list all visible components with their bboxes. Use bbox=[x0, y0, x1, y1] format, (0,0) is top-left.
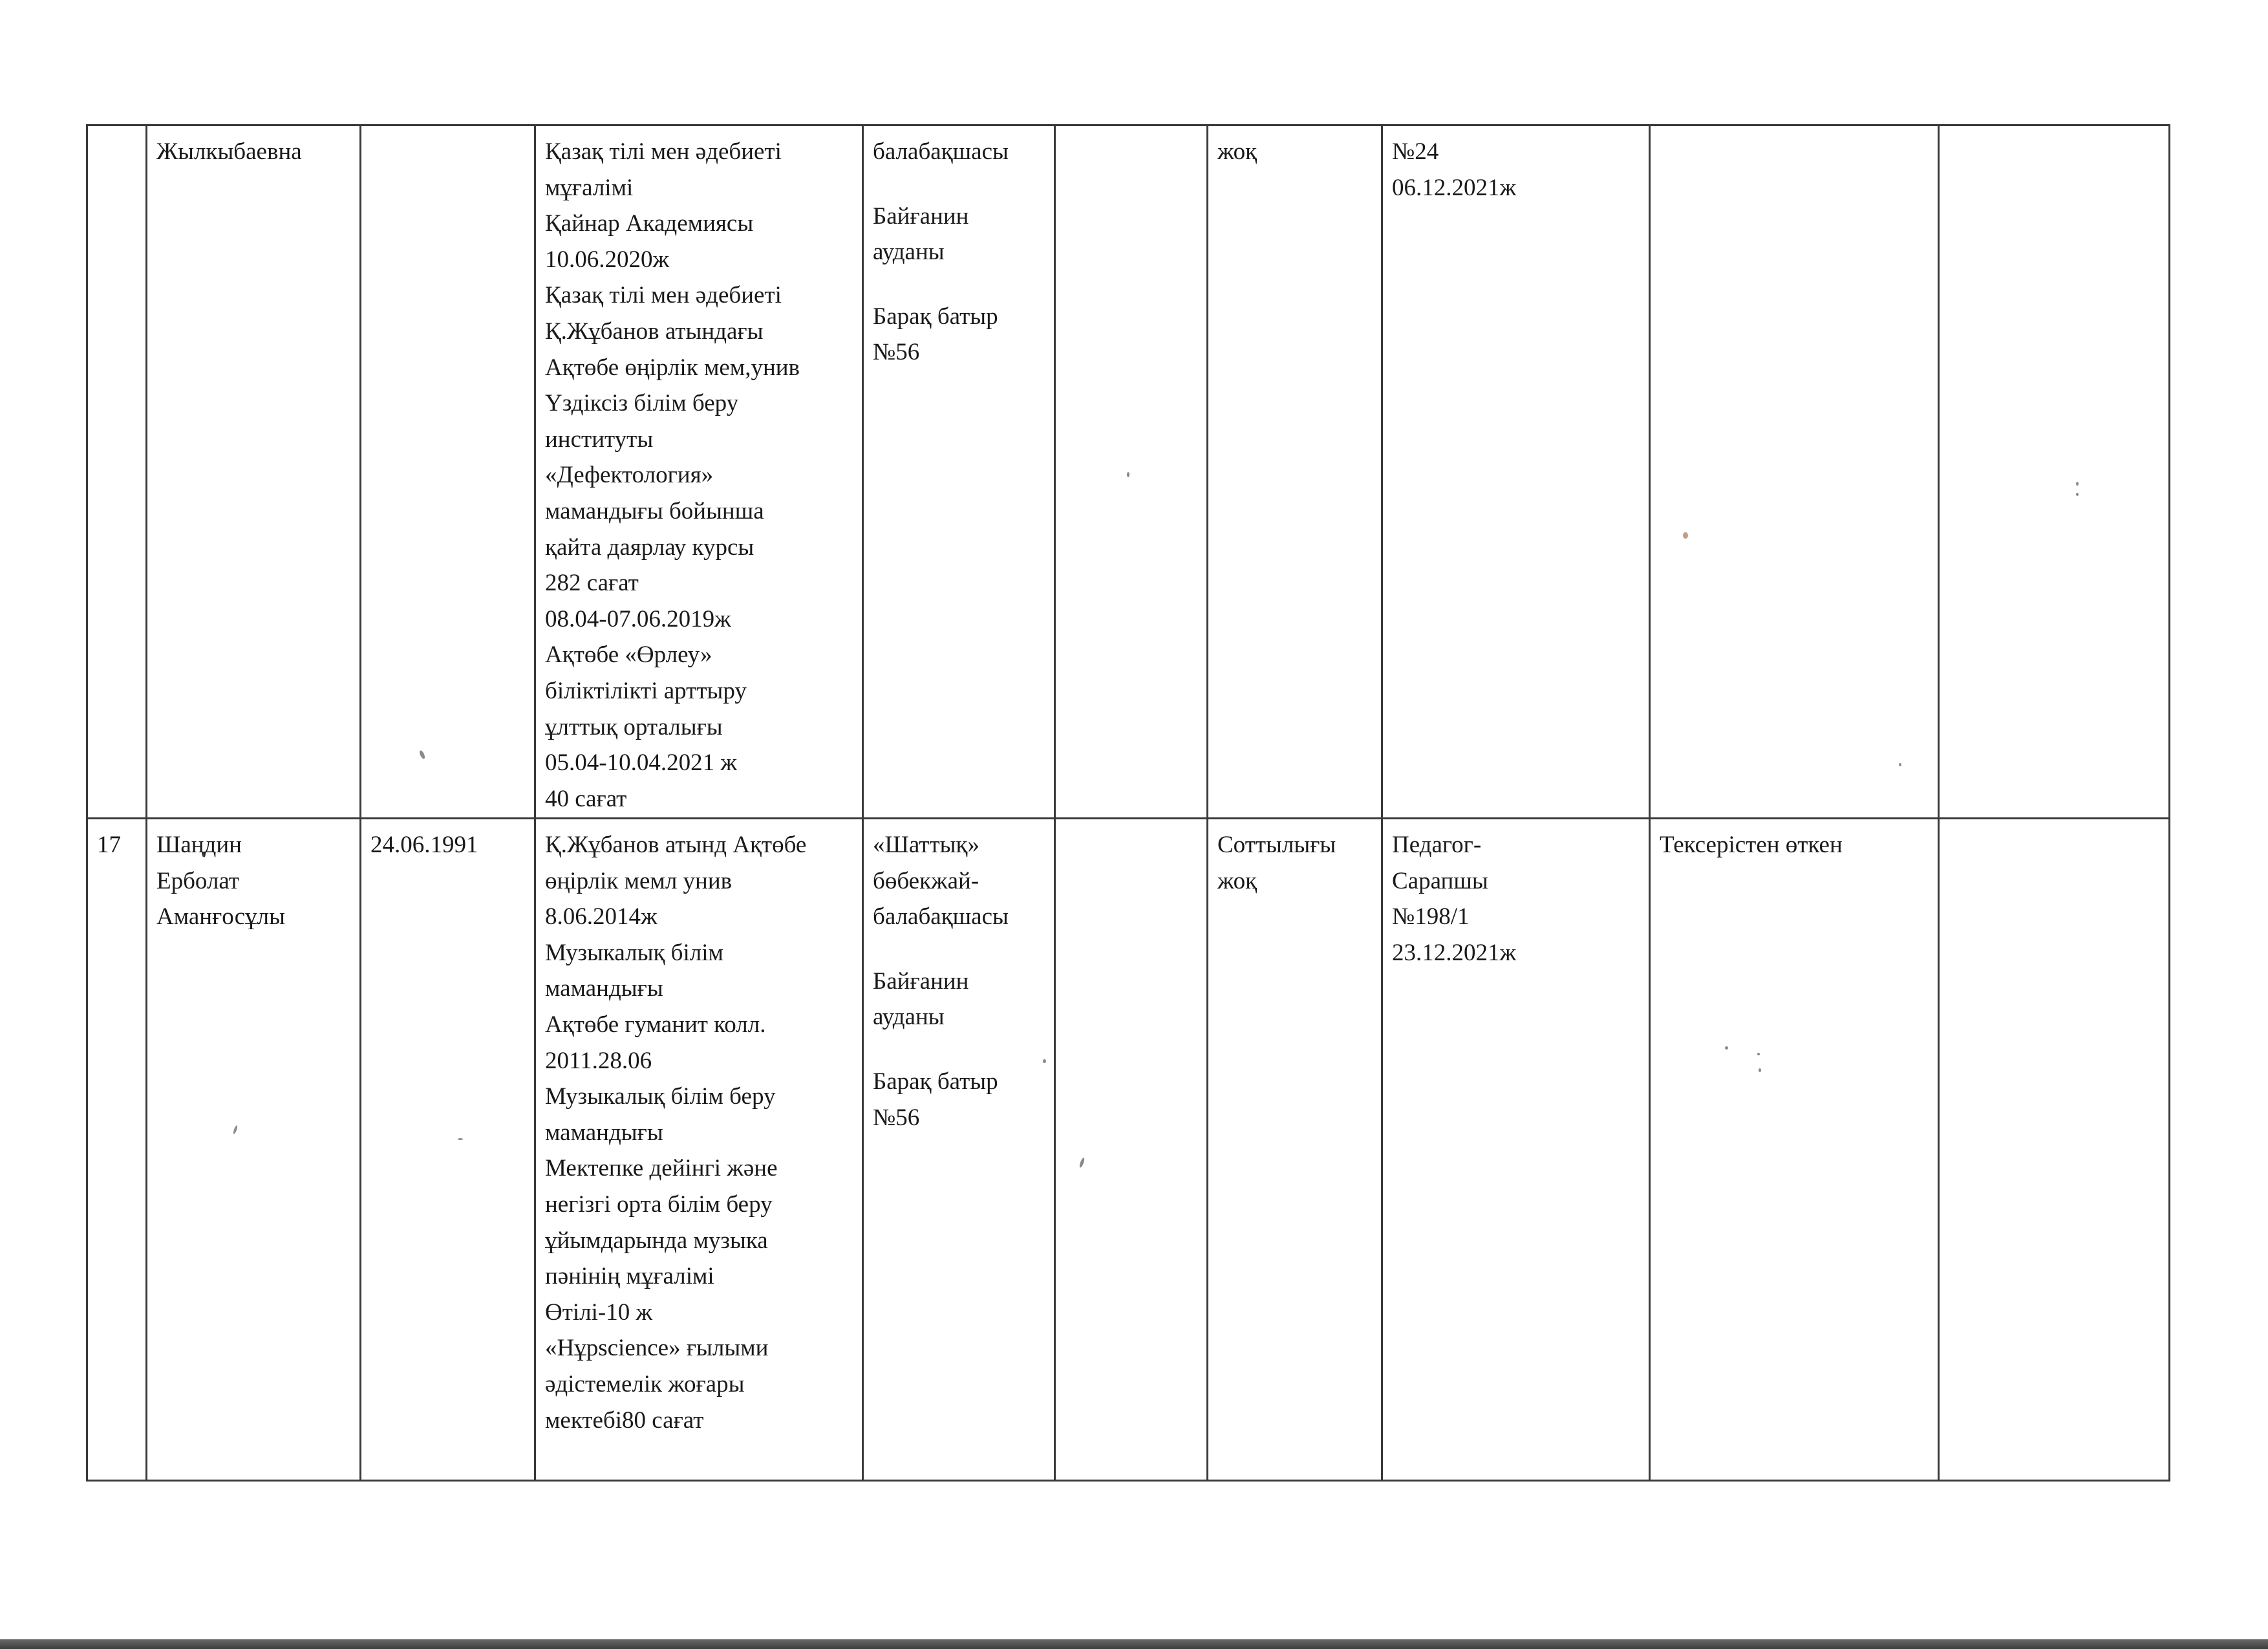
education-line: 282 сағат bbox=[545, 570, 639, 597]
education-line: Қайнар Академиясы bbox=[545, 210, 754, 237]
education-line: Музыкалық білім bbox=[545, 939, 723, 966]
education-line: «Нұрscience» ғылыми bbox=[545, 1335, 769, 1362]
education-line: әдістемелік жоғары bbox=[545, 1370, 745, 1397]
note-cell bbox=[1939, 819, 2170, 1481]
education-line: мектебі80 сағат bbox=[545, 1406, 704, 1434]
birth-date-cell bbox=[361, 819, 535, 1481]
scan-speck bbox=[1043, 1059, 1046, 1063]
name-line: Шаңдин bbox=[156, 832, 242, 858]
education-line: мұғалімі bbox=[545, 174, 634, 201]
workplace-district-line: Байғанин bbox=[873, 202, 969, 230]
education-line: 05.04-10.04.2021 ж bbox=[545, 749, 737, 777]
name-line: Аманғосұлы bbox=[156, 903, 285, 931]
workplace-org-line: балабақшасы bbox=[873, 903, 1009, 931]
education-line: Өтілі-10 ж bbox=[545, 1299, 653, 1326]
education-line: Ақтөбе өңірлік мем,унив bbox=[545, 354, 800, 381]
scan-speck bbox=[1899, 763, 1901, 766]
row-number-cell bbox=[87, 125, 147, 819]
conviction-cell bbox=[1208, 125, 1382, 819]
workplace-org-line: балабақшасы bbox=[873, 138, 1009, 165]
education-line: өңірлік мемл унив bbox=[545, 867, 733, 894]
education-line: 10.06.2020ж bbox=[545, 246, 670, 273]
education-line: Қ.Жұбанов атындағы bbox=[545, 318, 764, 345]
conviction-line: жоқ bbox=[1217, 867, 1257, 894]
education-line: ұйымдарында музыка bbox=[545, 1227, 768, 1254]
education-line: 8.06.2014ж bbox=[545, 903, 658, 931]
education-line: Қазақ тілі мен әдебиеті bbox=[545, 138, 782, 165]
workplace-cell bbox=[863, 819, 1055, 1481]
conviction-line: Соттылығы bbox=[1217, 832, 1336, 858]
birth-date: 24.06.1991 bbox=[370, 832, 478, 858]
education-line: біліктілікті арттыру bbox=[545, 677, 747, 704]
empty-cell bbox=[1055, 125, 1208, 819]
workplace-address-line: №56 bbox=[873, 339, 920, 366]
workplace-district-line: ауданы bbox=[873, 239, 945, 266]
check-cell bbox=[1650, 125, 1939, 819]
workplace-address-line: Барақ батыр bbox=[873, 1068, 998, 1095]
education-line: институты bbox=[545, 426, 654, 453]
name-line: Ерболат bbox=[156, 867, 240, 894]
name-cell bbox=[147, 125, 361, 819]
education-line: Қ.Жұбанов атынд Ақтөбе bbox=[545, 832, 807, 858]
category-line: 06.12.2021ж bbox=[1392, 174, 1517, 201]
education-line: Музыкалық білім беру bbox=[545, 1083, 776, 1110]
scan-speck bbox=[1759, 1068, 1761, 1072]
scan-speck bbox=[1757, 1053, 1760, 1055]
education-line: 08.04-07.06.2019ж bbox=[545, 605, 731, 632]
education-line: мамандығы bbox=[545, 1119, 663, 1146]
education-line: мамандығы бойынша bbox=[545, 497, 764, 524]
check-status: Тексерістен өткен bbox=[1660, 832, 1843, 858]
workplace-org-line: бөбекжай- bbox=[873, 867, 979, 894]
personnel-table bbox=[86, 124, 2170, 1482]
education-line: Ақтөбе гуманит колл. bbox=[545, 1011, 766, 1038]
table-row bbox=[87, 819, 2170, 1481]
education-line: «Дефектология» bbox=[545, 462, 714, 489]
education-cell bbox=[535, 125, 863, 819]
education-line: мамандығы bbox=[545, 975, 663, 1002]
category-line: №24 bbox=[1392, 138, 1439, 165]
row-number: 17 bbox=[97, 832, 121, 858]
check-cell bbox=[1650, 819, 1939, 1481]
name-line: Жылкыбаевна bbox=[156, 138, 302, 165]
education-line: қайта даярлау курсы bbox=[545, 534, 754, 561]
workplace-address-line: №56 bbox=[873, 1104, 920, 1131]
category-line: Педагог- bbox=[1392, 832, 1482, 858]
scan-speck bbox=[1127, 472, 1129, 477]
workplace-org-line: «Шаттық» bbox=[873, 832, 979, 858]
workplace-address-line: Барақ батыр bbox=[873, 303, 998, 330]
scan-speck bbox=[1683, 532, 1688, 539]
scan-speck bbox=[1725, 1046, 1728, 1050]
scan-speck bbox=[2076, 493, 2079, 496]
workplace-cell bbox=[863, 125, 1055, 819]
education-line: негізгі орта білім беру bbox=[545, 1191, 773, 1218]
scan-speck bbox=[458, 1138, 463, 1140]
category-cell bbox=[1382, 125, 1650, 819]
education-line: Үздіксіз білім беру bbox=[545, 390, 739, 417]
education-line: Ақтөбе «Өрлеу» bbox=[545, 641, 712, 669]
education-line: 40 сағат bbox=[545, 785, 627, 812]
category-line: №198/1 bbox=[1392, 903, 1470, 931]
workplace-district-line: ауданы bbox=[873, 1004, 945, 1031]
empty-cell bbox=[1055, 819, 1208, 1481]
conviction-cell bbox=[1208, 819, 1382, 1481]
education-line: Қазақ тілі мен әдебиеті bbox=[545, 282, 782, 309]
category-line: Сарапшы bbox=[1392, 867, 1488, 894]
category-line: 23.12.2021ж bbox=[1392, 939, 1517, 966]
education-line: ұлттық орталығы bbox=[545, 713, 723, 740]
scan-bottom-edge bbox=[0, 1639, 2268, 1649]
name-cell bbox=[147, 819, 361, 1481]
education-line: Мектепке дейінгі және bbox=[545, 1155, 778, 1182]
birth-date-cell bbox=[361, 125, 535, 819]
education-line: 2011.28.06 bbox=[545, 1047, 652, 1074]
scan-speck bbox=[2076, 482, 2079, 486]
note-cell bbox=[1939, 125, 2170, 819]
category-cell bbox=[1382, 819, 1650, 1481]
row-number-cell bbox=[87, 819, 147, 1481]
education-line: пәнінің мұғалімі bbox=[545, 1263, 714, 1290]
conviction-line: жоқ bbox=[1217, 138, 1257, 165]
education-cell bbox=[535, 819, 863, 1481]
workplace-district-line: Байғанин bbox=[873, 967, 969, 995]
